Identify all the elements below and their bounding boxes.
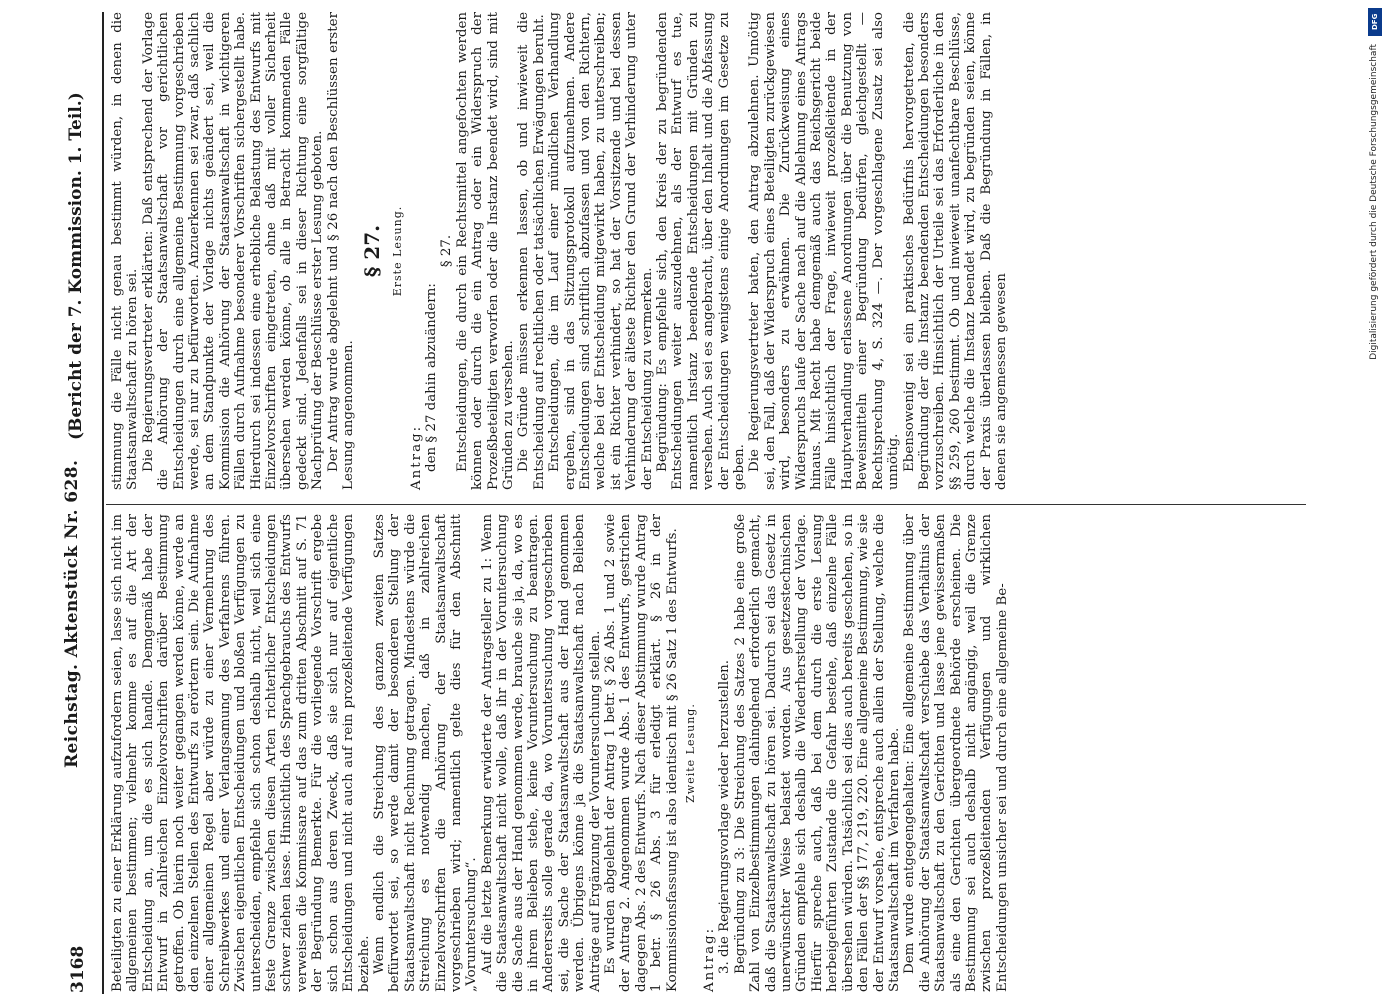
paragraph: Entscheidungen, die im Lauf einer mündlichen Verhandlung ergehen, sind in das Sitzungsprotokoll aufzunehmen. Andere Entscheidungen sind schriftlich abzufassen und von den Richtern, welche bei der Entscheidung mitgewirkt haben, zu unterschreiben; ist ein Richter verhindert, so hat der Vorsitzende und bei dessen Verhinderung der älteste Richter den Grund der Verhinderung unter der Entscheidung zu vermerken. [547, 12, 655, 490]
paragraph: Die Regierungsvertreter erklärten: Daß entsprechend der Vorlage die Anhörung der Staatsanwaltschaft vor gerichtlichen Entscheidungen durch eine allgemeine Bestimmung vorgeschrieben werde, sei nur zu befürworten. Anzuerkennen sei zwar, daß sachlich an dem Standpunkte der Vorlage nichts geändert sei, weil die Kommission die Anhörung der Staatsanwaltschaft in wichtigeren Fällen durch Aufnahme besonderer Vorschriften sichergestellt habe. Hierdurch sei indessen eine erhebliche Belastung des Entwurfs mit Einzelvorschriften eingetreten, ohne daß mit voller Sicherheit übersehen werden könne, ob alle in Betracht kommenden Fälle gedeckt sind. Jedenfalls sei in dieser Richtung eine sorgfältige Nachprüfung der Beschlüsse erster Lesung geboten. [140, 12, 326, 490]
paragraph: Entscheidungen, die durch ein Rechtsmittel angefochten werden können oder durch die ein Antrag oder ein Widerspruch der Prozeßbeteiligten verworfen oder die Instanz beendet wird, sind mit Gründen zu versehen. [454, 12, 516, 490]
right-column [110, 12, 1009, 490]
paragraph: Beteiligten zu einer Erklärung aufzufordern seien, lasse sich nicht im allgemeinen bestimmen; vielmehr komme es auf die Art der Entscheidung an, um die es sich handle. Demgemäß habe der Entwurf in zahlreichen Einzelvorschriften darüber Bestimmung getroffen. Ob hierin noch weiter gegangen werden könne, werde an den einzelnen Stellen des Entwurfs zu erörtern sein. Die Aufnahme einer allgemeinen Regel aber würde zu einer Vermehrung des Schreibwerkes und einer Verlangsamung des Verfahrens führen. Zwischen eigentlichen Entscheidungen und bloßen Verfügungen zu unterscheiden, empfehle sich schon deshalb nicht, weil sich eine feste Grenze zwischen diesen Arten richterlicher Entscheidungen schwer ziehen lasse. Hinsichtlich des Sprachgebrauchs des Entwurfs verweisen die Kommissare auf das zum dritten Abschnitt auf S. 71 der Begründung Bemerkte. Für die vorliegende Vorschrift ergebe sich schon aus deren Zweck, daß sie sich nur auf eigentliche Entscheidungen und nicht auch auf rein prozeßleitende Verfügungen beziehe. [110, 514, 372, 992]
digitization-credit: Digitalisierung gefördert durch die Deutsche Forschungsgemeinschaft [1369, 44, 1379, 360]
paragraph: Wenn endlich die Streichung des ganzen zweiten Satzes befürwortet sei, so werde damit der besonderen Stellung der Staatsanwaltschaft nicht Rechnung getragen. Mindestens würde die Streichung es notwendig machen, daß in zahlreichen Einzelvorschriften die Anhörung der Staatsanwaltschaft vorgeschrieben wird; namentlich gelte dies für den Abschnitt „Voruntersuchung“. [371, 514, 480, 992]
paragraph: Auf die letzte Bemerkung erwiderte der Antragsteller zu 1: Wenn die Staatsanwaltschaft nicht wolle, daß ihr in der Voruntersuchung die Sache aus der Hand genommen werde, brauche sie ja, da, wo es in ihrem Belieben stehe, keine Voruntersuchung zu beantragen. Andererseits solle gerade da, wo Voruntersuchung vorgeschrieben sei, die Sache der Staatsanwaltschaft aus der Hand genommen werden. Übrigens könne ja die Staatsanwaltschaft nach Belieben Anträge auf Ergänzung der Voruntersuchung stellen. [479, 514, 603, 992]
section-heading: § 27. [359, 224, 384, 278]
paragraph: Die Gründe müssen erkennen lassen, ob und inwieweit die Entscheidung auf rechtlichen oder tatsächlichen Erwägungen beruht. [516, 12, 547, 490]
dfg-logo: DFG [1368, 8, 1382, 36]
paragraph: stimmung die Fälle nicht genau bestimmt würden, in denen die Staatsanwaltschaft zu hören sei. [110, 12, 141, 490]
motion-label: Antrag: [702, 926, 718, 992]
paragraph: Die Regierungsvertreter baten, den Antrag abzulehnen. Unnötig sei, den Fall, daß der Widerspruch eines Beteiligten zurückgewiesen wird, besonders zu erwähnen. Die Zurückweisung eines Widerspruchs laufe der Sache nach auf die Ablehnung eines Antrags hinaus. Mit Recht habe demgemäß auch das Reichsgericht beide Fälle hinsichtlich der Frage, inwieweit prozeßleitende in der Hauptverhandlung erlassene Anordnungen über die Benutzung von Beweismitteln einer Begründung bedürfen, gleichgestellt — Rechtsprechung 4, S. 324 —. Der vorgeschlagene Zusatz sei also unnötig. [747, 12, 902, 490]
paragraph: Es wurden abgelehnt der Antrag 1 betr. § 26 Abs. 1 und 2 sowie der Antrag 2. Angenommen wurde Abs. 1 des Entwurfs, gestrichen dagegen Abs. 2 des Entwurfs. Nach dieser Abstimmung wurde Antrag 1 betr. § 26 Abs. 3 für erledigt erklärt. § 26 in der Kommissionsfassung ist also identisch mit § 26 Satz 1 des Entwurfs. [603, 514, 680, 992]
document-title: Reichstag. Aktenstück Nr. 628. [62, 459, 82, 768]
header-rule [102, 12, 104, 994]
second-reading-heading: Zweite Lesung. [684, 703, 698, 803]
motion-item: 3. die Regierungsvorlage wieder herzustellen. [717, 660, 733, 974]
paragraph: Ebensowenig sei ein praktisches Bedürfnis hervorgetreten, die Begründung der die Instanz beendenden Entscheidungen besonders vorzuschreiben. Hinsichtlich der Urteile sei das Erforderliche in den §§ 259, 260 bestimmt. Ob und inwieweit unanfechtbare Beschlüsse, durch welche die Instanz beendet wird, zu begründen seien, könne der Praxis überlassen bleiben. Daß die Begründung in Fällen, in denen sie angemessen gewesen [901, 12, 1009, 490]
paragraph: Dem wurde entgegengehalten: Eine allgemeine Bestimmung über die Anhörung der Staatsanwaltschaft verschiebe das Verhältnis der Staatsanwaltschaft zu den Gerichten und lasse jene gewissermaßen als eine den Gerichten übergeordnete Behörde erscheinen. Die Bestimmung sei auch deshalb nicht angängig, weil die Grenze zwischen prozeßleitenden Verfügungen und wirklichen Entscheidungen unsicher sei und durch eine allgemeine Be- [902, 514, 1010, 992]
quoted-paragraph-label: § 27. [439, 234, 455, 268]
paragraph: Begründung zu 3: Die Streichung des Satzes 2 habe eine große Zahl von Einzelbestimmungen dahingehend erforderlich gemacht, daß die Staatsanwaltschaft zu hören sei. Dadurch sei das Gesetz in unerwünschter Weise belastet worden. Aus gesetzestechnischen Gründen empfehle sich deshalb die Wiederherstellung der Vorlage. Hierfür spreche auch, daß bei dem durch die erste Lesung herbeigeführten Zustande die Gefahr bestehe, daß einzelne Fälle übersehen würden. Tatsächlich sei dies auch bereits geschehen, so in den Fällen der §§ 177, 219, 220. Eine allgemeine Bestimmung, wie sie der Entwurf vorsehe, entspreche auch allein der Stellung, welche die Staatsanwaltschaft im Verfahren habe. [732, 514, 902, 992]
report-title: (Bericht der 7. Kommission. 1. Teil.) [66, 92, 86, 440]
motion-label: Antrag: [408, 424, 424, 490]
paragraph: Begründung: Es empfehle sich, den Kreis der zu begründenden Entscheidungen weiter auszudehnen, als der Entwurf es tue, namentlich Instanz beendende Entscheidungen mit Gründen zu versehen. Auch sei es angebracht, über den Inhalt und die Abfassung der Entscheidungen wenigstens einige Anordnungen im Gesetze zu geben. [655, 12, 748, 490]
column-divider [106, 504, 1306, 505]
left-column [110, 514, 1010, 992]
page-number: 3168 [68, 945, 88, 993]
paragraph: Der Antrag wurde abgelehnt und § 26 nach den Beschlüssen erster Lesung angenommen. [325, 12, 357, 490]
first-reading-heading: Erste Lesung. [390, 205, 404, 297]
motion-text: den § 27 dahin abzuändern: [423, 283, 439, 472]
